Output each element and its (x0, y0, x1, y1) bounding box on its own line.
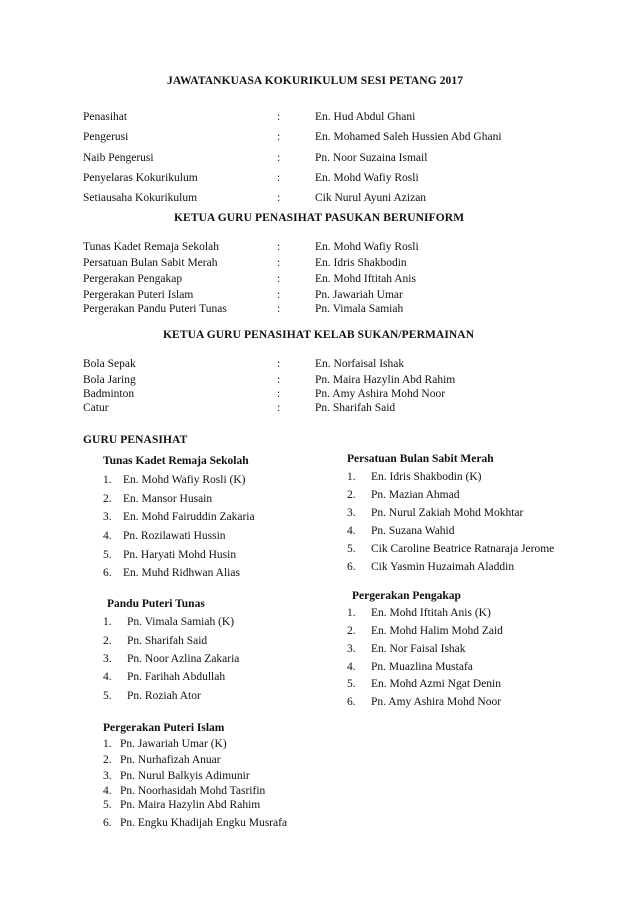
group-heading-pengakap: Pergerakan Pengakap (352, 590, 461, 602)
role-label: Tunas Kadet Remaja Sekolah (83, 241, 219, 253)
role-label: Badminton (83, 388, 135, 400)
list-number: 3. (103, 511, 112, 523)
person-name: En. Hud Abdul Ghani (315, 111, 416, 123)
section-title-sukan: KETUA GURU PENASIHAT KELAB SUKAN/PERMAINAN (163, 329, 475, 341)
list-name: En. Mohd Fairuddin Zakaria (123, 511, 255, 523)
list-name: En. Mohd Iftitah Anis (K) (371, 607, 491, 619)
list-name: En. Mohd Azmi Ngat Denin (371, 678, 501, 690)
list-number: 2. (347, 489, 356, 501)
list-number: 1. (347, 607, 356, 619)
list-number: 2. (103, 635, 112, 647)
list-number: 6. (103, 817, 112, 829)
role-label: Penasihat (83, 111, 128, 123)
role-label: Pergerakan Pandu Puteri Tunas (83, 303, 227, 315)
list-item (103, 817, 287, 829)
list-number: 1. (103, 474, 112, 486)
role-label: Bola Jaring (83, 374, 136, 386)
role-label: Persatuan Bulan Sabit Merah (83, 257, 218, 269)
list-number: 5. (103, 799, 112, 811)
list-item (103, 690, 201, 702)
list-number: 4. (103, 530, 112, 542)
list-item (347, 607, 491, 619)
list-name: Pn. Jawariah Umar (K) (120, 738, 227, 750)
list-name: Pn. Noor Azlina Zakaria (127, 653, 240, 665)
list-number: 5. (103, 549, 112, 561)
colon: : (277, 402, 281, 414)
list-item (103, 770, 250, 782)
role-label: Setiausaha Kokurikulum (83, 192, 198, 204)
colon: : (277, 131, 281, 143)
person-name: Pn. Sharifah Said (315, 402, 396, 414)
list-item (347, 625, 503, 637)
list-item (103, 738, 227, 750)
group-heading-pandu: Pandu Puteri Tunas (107, 598, 205, 610)
colon: : (277, 241, 281, 253)
list-name: Pn. Haryati Mohd Husin (123, 549, 237, 561)
list-number: 3. (103, 770, 112, 782)
list-item (103, 799, 260, 811)
list-number: 3. (103, 653, 112, 665)
colon: : (277, 152, 281, 164)
list-item (347, 696, 501, 708)
person-name: Pn. Vimala Samiah (315, 303, 404, 315)
list-name: Pn. Nurul Balkyis Adimunir (120, 770, 250, 782)
colon: : (277, 374, 281, 386)
list-number: 2. (103, 754, 112, 766)
list-number: 1. (103, 616, 112, 628)
section-title-beruniform: KETUA GURU PENASIHAT PASUKAN BERUNIFORM (174, 212, 465, 224)
list-name: Pn. Mazian Ahmad (371, 489, 460, 501)
list-number: 3. (347, 643, 356, 655)
list-name: Pn. Sharifah Said (127, 635, 208, 647)
list-name: En. Mohd Wafiy Rosli (K) (123, 474, 246, 486)
person-name: En. Mohamed Saleh Hussien Abd Ghani (315, 131, 502, 143)
group-heading-puteri: Pergerakan Puteri Islam (103, 722, 225, 734)
list-item (347, 471, 482, 483)
list-item (103, 567, 240, 579)
list-item (347, 561, 514, 573)
list-number: 6. (347, 696, 356, 708)
list-item (103, 785, 265, 797)
list-name: En. Nor Faisal Ishak (371, 643, 466, 655)
list-number: 4. (103, 785, 112, 797)
list-name: Pn. Noorhasidah Mohd Tasrifin (120, 785, 266, 797)
list-name: En. Mohd Halim Mohd Zaid (371, 625, 503, 637)
role-label: Pergerakan Puteri Islam (83, 289, 194, 301)
colon: : (277, 273, 281, 285)
list-name: En. Muhd Ridhwan Alias (123, 567, 240, 579)
list-number: 6. (347, 561, 356, 573)
list-name: Pn. Rozilawati Hussin (123, 530, 226, 542)
role-label: Pergerakan Pengakap (83, 273, 183, 285)
role-label: Catur (83, 402, 109, 414)
group-heading-psbm: Persatuan Bulan Sabit Merah (347, 453, 494, 465)
colon: : (277, 289, 281, 301)
colon: : (277, 388, 281, 400)
list-name: Pn. Vimala Samiah (K) (127, 616, 235, 628)
list-item (103, 616, 234, 628)
list-number: 2. (103, 493, 112, 505)
person-name: En. Mohd Iftitah Anis (315, 273, 416, 285)
list-name: Pn. Nurul Zakiah Mohd Mokhtar (371, 507, 524, 519)
list-number: 4. (347, 525, 356, 537)
person-name: En. Mohd Wafiy Rosli (315, 241, 419, 253)
list-item (347, 643, 466, 655)
list-number: 5. (347, 543, 356, 555)
list-name: Cik Caroline Beatrice Ratnaraja Jerome (371, 543, 555, 555)
list-item (103, 653, 239, 665)
list-number: 5. (103, 690, 112, 702)
list-number: 1. (347, 471, 356, 483)
list-name: Pn. Maira Hazylin Abd Rahim (120, 799, 261, 811)
list-number: 5. (347, 678, 356, 690)
list-item (347, 678, 501, 690)
list-name: Pn. Engku Khadijah Engku Musrafa (120, 817, 288, 829)
role-label: Penyelaras Kokurikulum (83, 172, 198, 184)
list-item (347, 543, 554, 555)
person-name: Cik Nurul Ayuni Azizan (315, 192, 427, 204)
list-name: En. Mansor Husain (123, 493, 213, 505)
list-name: Pn. Amy Ashira Mohd Noor (371, 696, 502, 708)
section-title-jawatankuasa: JAWATANKUASA KOKURIKULUM SESI PETANG 2017 (167, 75, 464, 87)
list-number: 4. (347, 661, 356, 673)
list-item (103, 493, 212, 505)
person-name: En. Norfaisal Ishak (315, 358, 405, 370)
list-name: Pn. Farihah Abdullah (127, 671, 226, 683)
colon: : (277, 111, 281, 123)
list-name: Cik Yasmin Huzaimah Aladdin (371, 561, 515, 573)
list-item (103, 530, 226, 542)
person-name: Pn. Amy Ashira Mohd Noor (315, 388, 446, 400)
list-item (347, 507, 523, 519)
person-name: Pn. Noor Suzaina Ismail (315, 152, 428, 164)
section-title-guru-penasihat: GURU PENASIHAT (83, 434, 188, 446)
list-item (103, 671, 225, 683)
list-name: Pn. Muazlina Mustafa (371, 661, 473, 673)
person-name: Pn. Maira Hazylin Abd Rahim (315, 374, 456, 386)
list-number: 1. (103, 738, 112, 750)
role-label: Pengerusi (83, 131, 129, 143)
list-number: 3. (347, 507, 356, 519)
role-label: Naib Pengerusi (83, 152, 154, 164)
colon: : (277, 192, 281, 204)
list-name: Pn. Nurhafizah Anuar (120, 754, 221, 766)
role-label: Bola Sepak (83, 358, 136, 370)
colon: : (277, 358, 281, 370)
person-name: En. Idris Shakbodin (315, 257, 407, 269)
list-name: En. Idris Shakbodin (K) (371, 471, 482, 483)
list-number: 4. (103, 671, 112, 683)
list-name: Pn. Suzana Wahid (371, 525, 455, 537)
list-item (347, 525, 455, 537)
list-item (103, 511, 255, 523)
list-number: 2. (347, 625, 356, 637)
group-heading-tunas: Tunas Kadet Remaja Sekolah (103, 455, 249, 467)
colon: : (277, 172, 281, 184)
list-item (103, 635, 207, 647)
person-name: En. Mohd Wafiy Rosli (315, 172, 419, 184)
list-item (103, 549, 236, 561)
list-item (347, 489, 459, 501)
list-name: Pn. Roziah Ator (127, 690, 201, 702)
list-number: 6. (103, 567, 112, 579)
list-item (103, 754, 221, 766)
colon: : (277, 257, 281, 269)
person-name: Pn. Jawariah Umar (315, 289, 403, 301)
colon: : (277, 303, 281, 315)
list-item (347, 661, 473, 673)
list-item (103, 474, 245, 486)
